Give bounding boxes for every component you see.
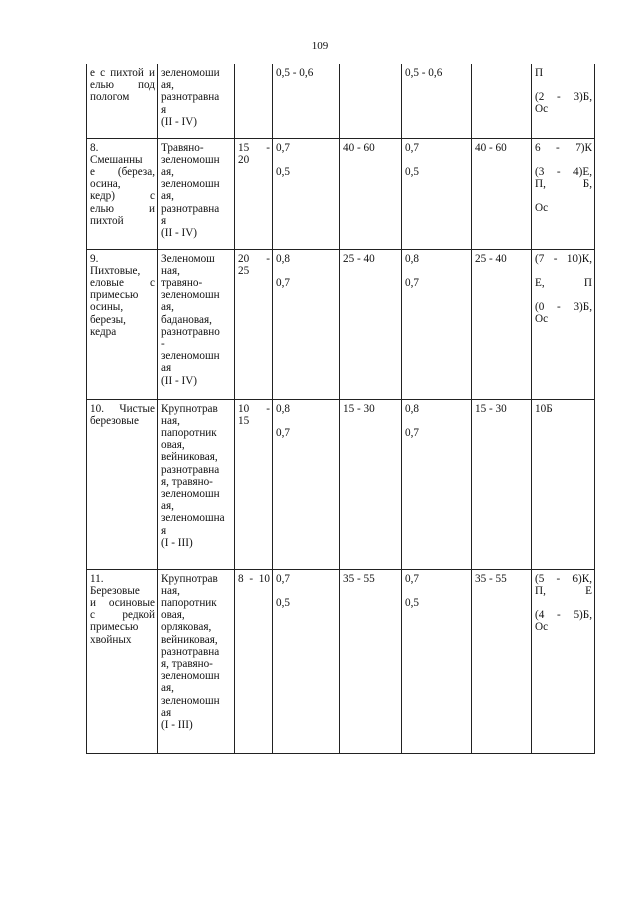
cell-text-line: зеленомошн <box>161 178 220 191</box>
cell-text-line: 9. <box>90 252 99 265</box>
cell-forest-group <box>87 138 158 249</box>
cell-text-line: примесью <box>90 621 139 634</box>
cell-text-line: 15 - 30 <box>475 402 507 415</box>
cell-text-line: папоротник <box>161 426 217 439</box>
cell-text-line: ая <box>161 706 172 719</box>
cell-text-line: еловые с <box>90 276 155 289</box>
cell-text-line: П <box>535 67 544 79</box>
cell-percent-a <box>340 569 402 753</box>
cell-percent-a <box>340 64 402 138</box>
cell-density-b <box>402 399 472 569</box>
cell-text-line: (5 - 6)К, <box>535 572 592 585</box>
cell-text-line: Ос <box>535 313 549 326</box>
cell-text-line: Пихтовые, <box>90 264 141 277</box>
cell-text-line: 0,7 <box>405 426 419 439</box>
table-row <box>87 64 595 138</box>
cell-text-line: (II - IV) <box>161 115 198 128</box>
cell-text-line: я <box>161 214 167 227</box>
cell-percent-a <box>340 249 402 399</box>
cell-text-line: 0,8 <box>276 252 290 265</box>
cell-text-line: я <box>161 524 167 537</box>
cell-text-line: (I - III) <box>161 536 193 549</box>
cell-text-line: 6 - 7)К <box>535 141 592 154</box>
cell-text-line: разнотравна <box>161 645 220 658</box>
cell-text-line: ая, <box>161 500 174 513</box>
cell-density-a <box>273 64 340 138</box>
cell-text-line: Травяно- <box>161 141 204 154</box>
cell-text-line: 10Б <box>535 402 553 415</box>
cell-forest-group <box>87 249 158 399</box>
cell-text-line: (7 - 10)К, <box>535 252 592 265</box>
cell-text-line: 0,5 <box>405 596 419 609</box>
cell-text-line: 40 - 60 <box>475 141 507 154</box>
cell-text-line: Зеленомош <box>161 252 215 265</box>
cell-text-line: ая, <box>161 79 174 92</box>
cell-text-line: с редкой <box>90 609 155 622</box>
cell-text-line: травяно- <box>161 276 203 289</box>
table-body <box>87 64 595 753</box>
cell-text-line: 25 - 40 <box>343 252 375 265</box>
cell-text-line: 0,7 <box>405 276 419 289</box>
cell-text-line: Крупнотрав <box>161 572 218 585</box>
cell-percent-a <box>340 399 402 569</box>
cell-text-line: ая <box>161 362 172 375</box>
cell-text-line: - <box>161 337 165 350</box>
cell-text-line: ая, <box>161 165 174 178</box>
cell-text-line: 0,5 - 0,6 <box>276 67 314 79</box>
cell-percent-a <box>340 138 402 249</box>
cell-text-line: 0,5 - 0,6 <box>405 67 443 79</box>
cell-text-line: (4 - 5)Б, <box>535 608 592 621</box>
cell-text-line: зеленомошн <box>161 289 220 302</box>
cell-density-a <box>273 399 340 569</box>
cell-text-line: 15 <box>238 414 250 427</box>
cell-text-line: 0,7 <box>276 426 290 439</box>
cell-text-line: 25 <box>238 264 250 277</box>
cell-text-line: разнотравна <box>161 202 220 215</box>
cell-text-line: 35 - 55 <box>343 572 375 585</box>
cell-text-line: разнотравна <box>161 91 220 104</box>
cell-text-line: зеленомоши <box>161 67 220 79</box>
cell-text-line: 15 - <box>238 141 270 154</box>
cell-text-line: (II - IV) <box>161 226 198 239</box>
cell-text-line: е (береза, <box>90 165 155 178</box>
cell-text-line: бадановая, <box>161 313 212 326</box>
cell-text-line: 0,5 <box>276 596 290 609</box>
cell-text-line: 15 - 30 <box>343 402 375 415</box>
cell-text-line: 10 - <box>238 402 270 415</box>
cell-text-line: 0,7 <box>276 276 290 289</box>
cell-text-line: примесью <box>90 289 139 302</box>
cell-text-line: (II - IV) <box>161 374 198 387</box>
cell-text-line: 0,5 <box>405 165 419 178</box>
cell-age-class <box>235 569 273 753</box>
cell-age-class <box>235 64 273 138</box>
cell-forest-type <box>158 249 235 399</box>
cell-text-line: 25 - 40 <box>475 252 507 265</box>
cell-forest-type <box>158 399 235 569</box>
cell-percent-b <box>472 138 532 249</box>
cell-text-line: 8 - 10 <box>238 572 270 585</box>
cell-text-line: елью под <box>90 79 155 92</box>
cell-text-line: елью и <box>90 202 155 215</box>
cell-forest-type <box>158 138 235 249</box>
cell-text-line: и осиновые <box>90 596 155 609</box>
forest-types-table <box>86 64 595 754</box>
cell-text-line: Смешанны <box>90 153 143 166</box>
cell-text-line: 0,7 <box>405 141 419 154</box>
cell-text-line: 35 - 55 <box>475 572 507 585</box>
cell-text-line: березовые <box>90 414 139 427</box>
cell-composition <box>532 138 595 249</box>
cell-density-b <box>402 64 472 138</box>
cell-text-line: разнотравна <box>161 463 220 476</box>
cell-age-class <box>235 138 273 249</box>
cell-percent-b <box>472 399 532 569</box>
cell-density-b <box>402 249 472 399</box>
cell-text-line: 11. <box>90 572 104 585</box>
cell-density-a <box>273 138 340 249</box>
cell-text-line: я <box>161 103 167 116</box>
cell-text-line: Березовые <box>90 584 140 597</box>
cell-text-line: осины, <box>90 301 124 314</box>
cell-text-line: овая, <box>161 609 185 622</box>
cell-age-class <box>235 399 273 569</box>
cell-text-line: 10. Чистые <box>90 402 155 415</box>
cell-text-line: П, Е <box>535 584 592 597</box>
cell-text-line: 0,8 <box>276 402 290 415</box>
cell-text-line: 0,8 <box>405 402 419 415</box>
cell-text-line: березы, <box>90 313 126 326</box>
cell-text-line: зеленомошн <box>161 350 220 363</box>
cell-text-line: 8. <box>90 141 99 154</box>
cell-density-b <box>402 569 472 753</box>
cell-text-line: П, Б, <box>535 177 592 190</box>
cell-text-line: зеленомошн <box>161 487 220 500</box>
cell-text-line: Ос <box>535 103 549 116</box>
cell-text-line: 0,7 <box>276 141 290 154</box>
cell-percent-b <box>472 64 532 138</box>
cell-text-line: я, травяно- <box>161 657 213 670</box>
cell-text-line: кедра <box>90 325 117 338</box>
cell-text-line: орляковая, <box>161 621 212 634</box>
cell-density-b <box>402 138 472 249</box>
cell-percent-b <box>472 249 532 399</box>
cell-percent-b <box>472 569 532 753</box>
cell-text-line: Ос <box>535 621 549 634</box>
cell-text-line: 0,5 <box>276 165 290 178</box>
cell-text-line: 0,7 <box>405 572 419 585</box>
cell-text-line: Крупнотрав <box>161 402 218 415</box>
table-row <box>87 569 595 753</box>
cell-text-line: ная, <box>161 584 180 597</box>
cell-text-line: е с пихтой и <box>90 67 155 79</box>
cell-composition <box>532 399 595 569</box>
cell-text-line: Ос <box>535 202 549 215</box>
cell-text-line: пологом <box>90 91 130 104</box>
cell-density-a <box>273 569 340 753</box>
cell-text-line: ая, <box>161 682 174 695</box>
cell-text-line: (2 - 3)Б, <box>535 91 592 104</box>
cell-forest-group <box>87 64 158 138</box>
cell-text-line: хвойных <box>90 633 132 646</box>
cell-text-line: овая, <box>161 439 185 452</box>
cell-forest-type <box>158 569 235 753</box>
cell-composition <box>532 64 595 138</box>
cell-age-class <box>235 249 273 399</box>
cell-text-line: зеленомошн <box>161 694 220 707</box>
table-row <box>87 399 595 569</box>
cell-text-line: папоротник <box>161 596 217 609</box>
cell-text-line: пихтой <box>90 214 124 227</box>
cell-text-line: ная, <box>161 414 180 427</box>
page-number: 109 <box>311 40 329 52</box>
cell-text-line: (I - III) <box>161 718 193 731</box>
cell-text-line: вейниковая, <box>161 451 218 464</box>
cell-text-line: кедр) с <box>90 190 155 203</box>
cell-text-line: осина, <box>90 178 121 191</box>
cell-text-line: 20 <box>238 153 250 166</box>
cell-text-line: я, травяно- <box>161 475 213 488</box>
cell-text-line: Е, П <box>535 276 592 289</box>
cell-density-a <box>273 249 340 399</box>
cell-text-line: 20 - <box>238 252 270 265</box>
cell-text-line: вейниковая, <box>161 633 218 646</box>
cell-text-line: зеленомошн <box>161 670 220 683</box>
cell-forest-group <box>87 569 158 753</box>
cell-text-line: разнотравно <box>161 325 220 338</box>
table-row <box>87 138 595 249</box>
cell-text-line: ая, <box>161 190 174 203</box>
cell-text-line: 40 - 60 <box>343 141 375 154</box>
cell-text-line: зеленомошн <box>161 153 220 166</box>
cell-forest-group <box>87 399 158 569</box>
cell-forest-type <box>158 64 235 138</box>
cell-text-line: (3 - 4)Е, <box>535 165 592 178</box>
table-row <box>87 249 595 399</box>
cell-composition <box>532 249 595 399</box>
cell-text-line: ая, <box>161 301 174 314</box>
cell-composition <box>532 569 595 753</box>
cell-text-line: 0,8 <box>405 252 419 265</box>
cell-text-line: зеленомошна <box>161 512 225 525</box>
cell-text-line: (0 - 3)Б, <box>535 300 592 313</box>
cell-text-line: ная, <box>161 264 180 277</box>
cell-text-line: 0,7 <box>276 572 290 585</box>
